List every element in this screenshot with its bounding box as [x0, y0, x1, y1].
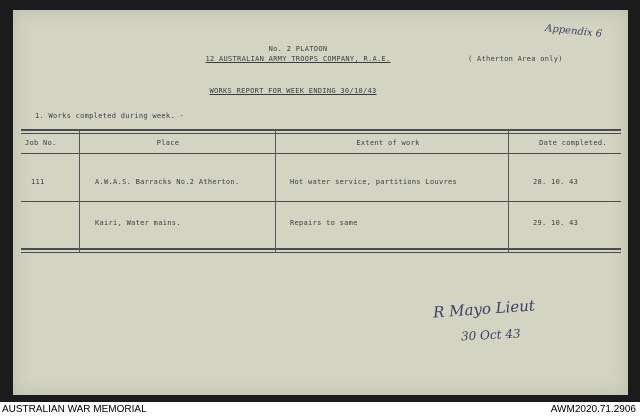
row1-job-no: 111 — [31, 178, 45, 186]
signature: R Mayo Lieut — [432, 296, 536, 322]
table-top-rule-inner — [21, 133, 621, 134]
row2-extent: Repairs to same — [290, 219, 358, 227]
row1-extent: Hot water service, partitions Louvres — [290, 178, 458, 186]
header-rule — [21, 153, 621, 154]
footer-accession-number: AWM2020.71.2906 — [550, 404, 636, 415]
column-divider-1 — [79, 131, 80, 252]
column-divider-2 — [275, 131, 276, 252]
table-top-rule — [21, 129, 621, 131]
row2-date: 29. 10. 43 — [533, 219, 579, 227]
company-heading: 12 AUSTRALIAN ARMY TROOPS COMPANY, R.A.E. — [205, 55, 391, 63]
section-heading: 1. Works completed during week. - — [35, 112, 184, 120]
header-extent-of-work: Extent of work — [356, 139, 420, 147]
area-note: ( Atherton Area only) — [468, 55, 563, 63]
footer-source: AUSTRALIAN WAR MEMORIAL — [2, 404, 147, 415]
appendix-annotation: Appendix 6 — [544, 23, 603, 40]
table-bottom-rule-inner — [21, 252, 621, 253]
table-bottom-rule — [21, 248, 621, 250]
row2-place: Kairi, Water mains. — [95, 219, 181, 227]
platoon-heading: No. 2 PLATOON — [268, 45, 328, 53]
report-title: WORKS REPORT FOR WEEK ENDING 30/10/43 — [209, 87, 377, 95]
column-divider-3 — [508, 131, 509, 252]
header-date-completed: Date completed. — [539, 139, 607, 147]
signature-date: 30 Oct 43 — [460, 326, 521, 344]
header-job-no: Job No. — [25, 139, 57, 147]
row-separator — [21, 201, 621, 202]
document-page — [13, 10, 628, 395]
row1-place: A.W.A.S. Barracks No.2 Atherton. — [95, 178, 240, 186]
header-place: Place — [156, 139, 180, 147]
row1-date: 28. 10. 43 — [533, 178, 579, 186]
